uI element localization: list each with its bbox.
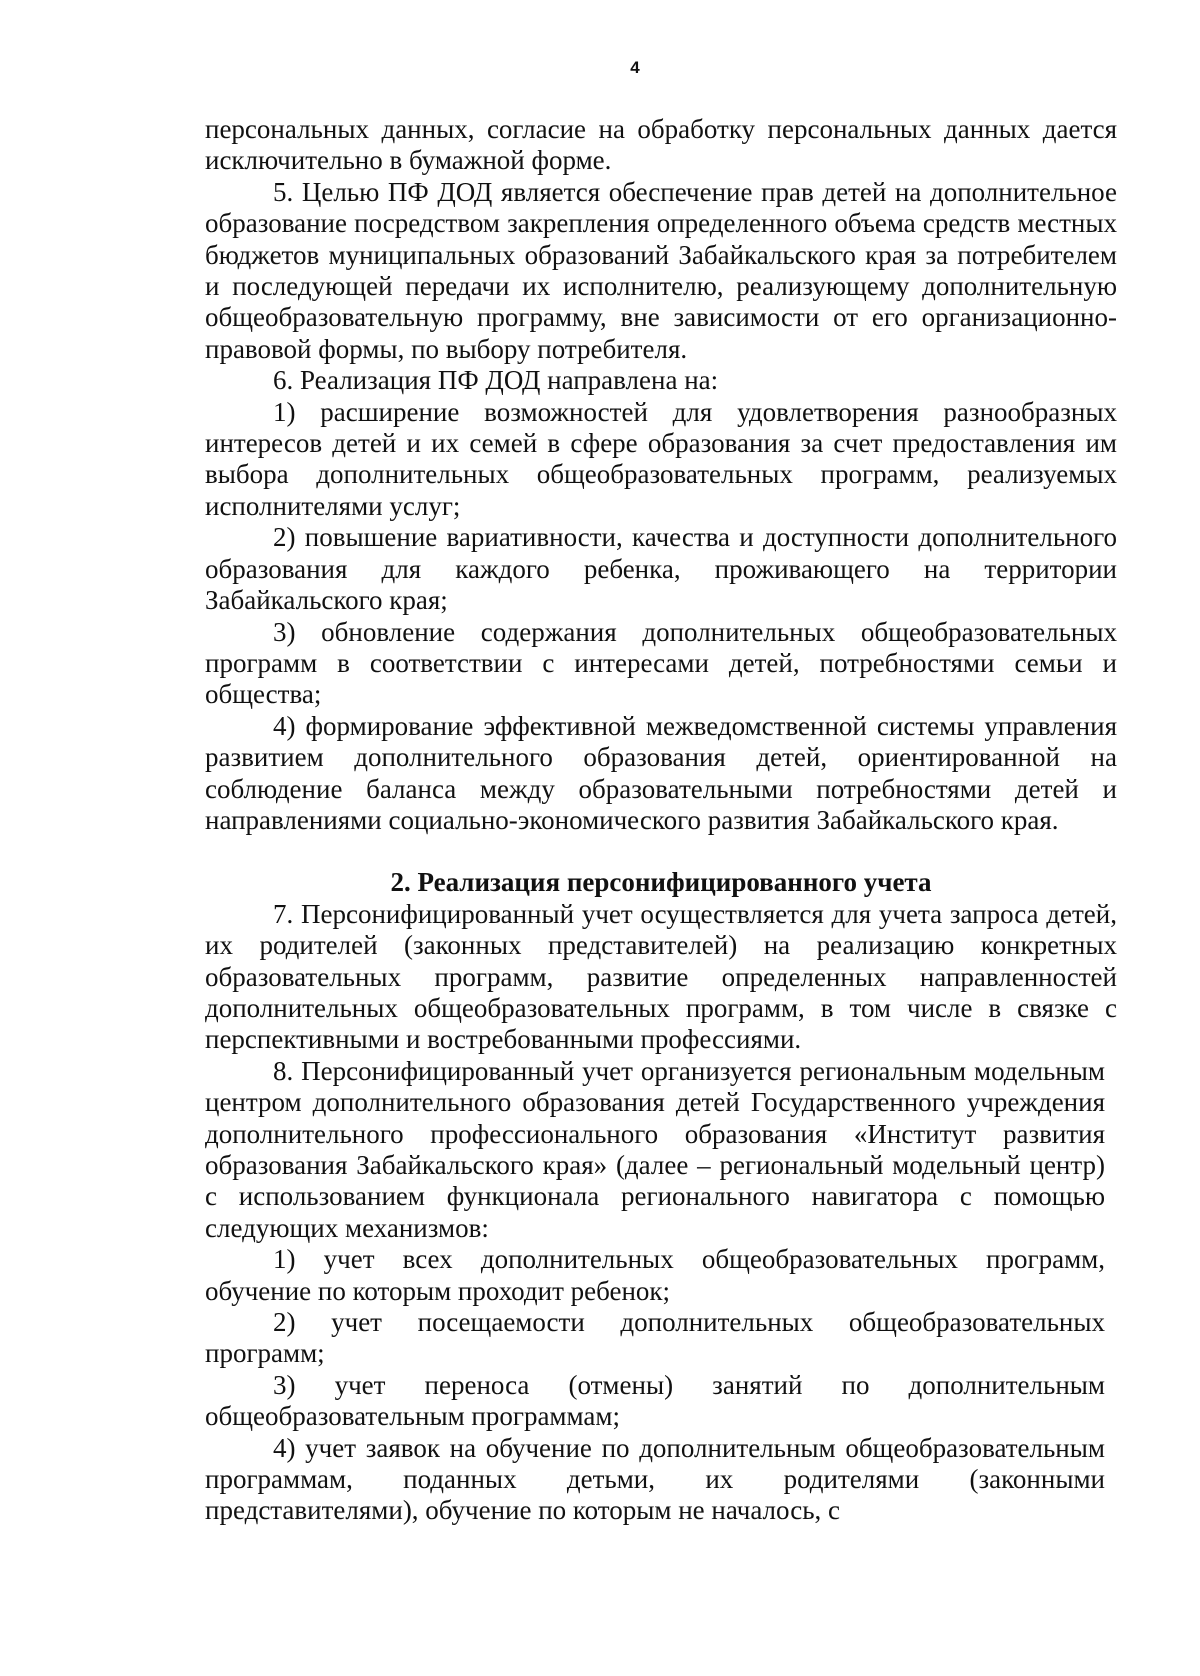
page-number: 4 [630,58,640,77]
section-heading-2: 2. Реализация персонифицированного учета [390,867,932,898]
paragraph-6: 6. Реализация ПФ ДОД направлена на: [273,365,719,396]
list-item-6-3: 3) обновление содержания дополнительных общеобразовательных программ в соответствии с интересами детей, потребностями семьи и общества; [205,616,1117,710]
paragraph-7: 7. Персонифицированный учет осуществляется для учета запроса детей, их родителей (законных представителей) на реализацию конкретных образовательных программ, развитие определенных направленностей дополнительных общеобразовательных программ, в том числе в связке с перспективными и востребованными профессиями. [205,898,1117,1055]
list-item-8-1: 1) учет всех дополнительных общеобразовательных программ, обучение по которым проходит ребенок; [205,1244,1105,1306]
document-body [205,114,1117,1527]
list-item-8-2: 2) учет посещаемости дополнительных общеобразовательных программ; [205,1307,1105,1369]
paragraph-8: 8. Персонифицированный учет организуется региональным модельным центром дополнительного образования детей Государственного учреждения дополнительного профессионального образования «Институт развития образования Забайкальского края» (далее – региональный модельный центр) с использованием функционала регионального навигатора с помощью следующих механизмов: [205,1055,1105,1243]
list-item-8-4: 4) учет заявок на обучение по дополнительным общеобразовательным программам, поданных детьми, их родителями (законными представителями), обучение по которым не началось, с [205,1432,1105,1526]
paragraph-5: 5. Целью ПФ ДОД является обеспечение прав детей на дополнительное образование посредством закрепления определенного объема средств местных бюджетов муниципальных образований Забайкальского края за потребителем и последующей передачи их исполнителю, реализующему дополнительную общеобразовательную программу, вне зависимости от его организационно-правовой формы, по выбору потребителя. [205,176,1117,364]
list-item-8-3: 3) учет переноса (отмены) занятий по дополнительным общеобразовательным программам; [205,1369,1105,1432]
paragraph-continuation: персональных данных, согласие на обработку персональных данных дается исключительно в бумажной форме. [205,114,1117,176]
list-item-6-1: 1) расширение возможностей для удовлетворения разнообразных интересов детей и их семей в сфере образования за счет предоставления им выбора дополнительных общеобразовательных программ, реализуемых исполнителями услуг; [205,396,1117,521]
list-item-6-2: 2) повышение вариативности, качества и доступности дополнительного образования для каждого ребенка, проживающего на территории Забайкальского края; [205,522,1117,616]
list-item-6-4: 4) формирование эффективной межведомственной системы управления развитием дополнительного образования детей, ориентированной на соблюдение баланса между образовательными потребностями детей и направлениями социально-экономического развития Забайкальского края. [205,710,1117,835]
